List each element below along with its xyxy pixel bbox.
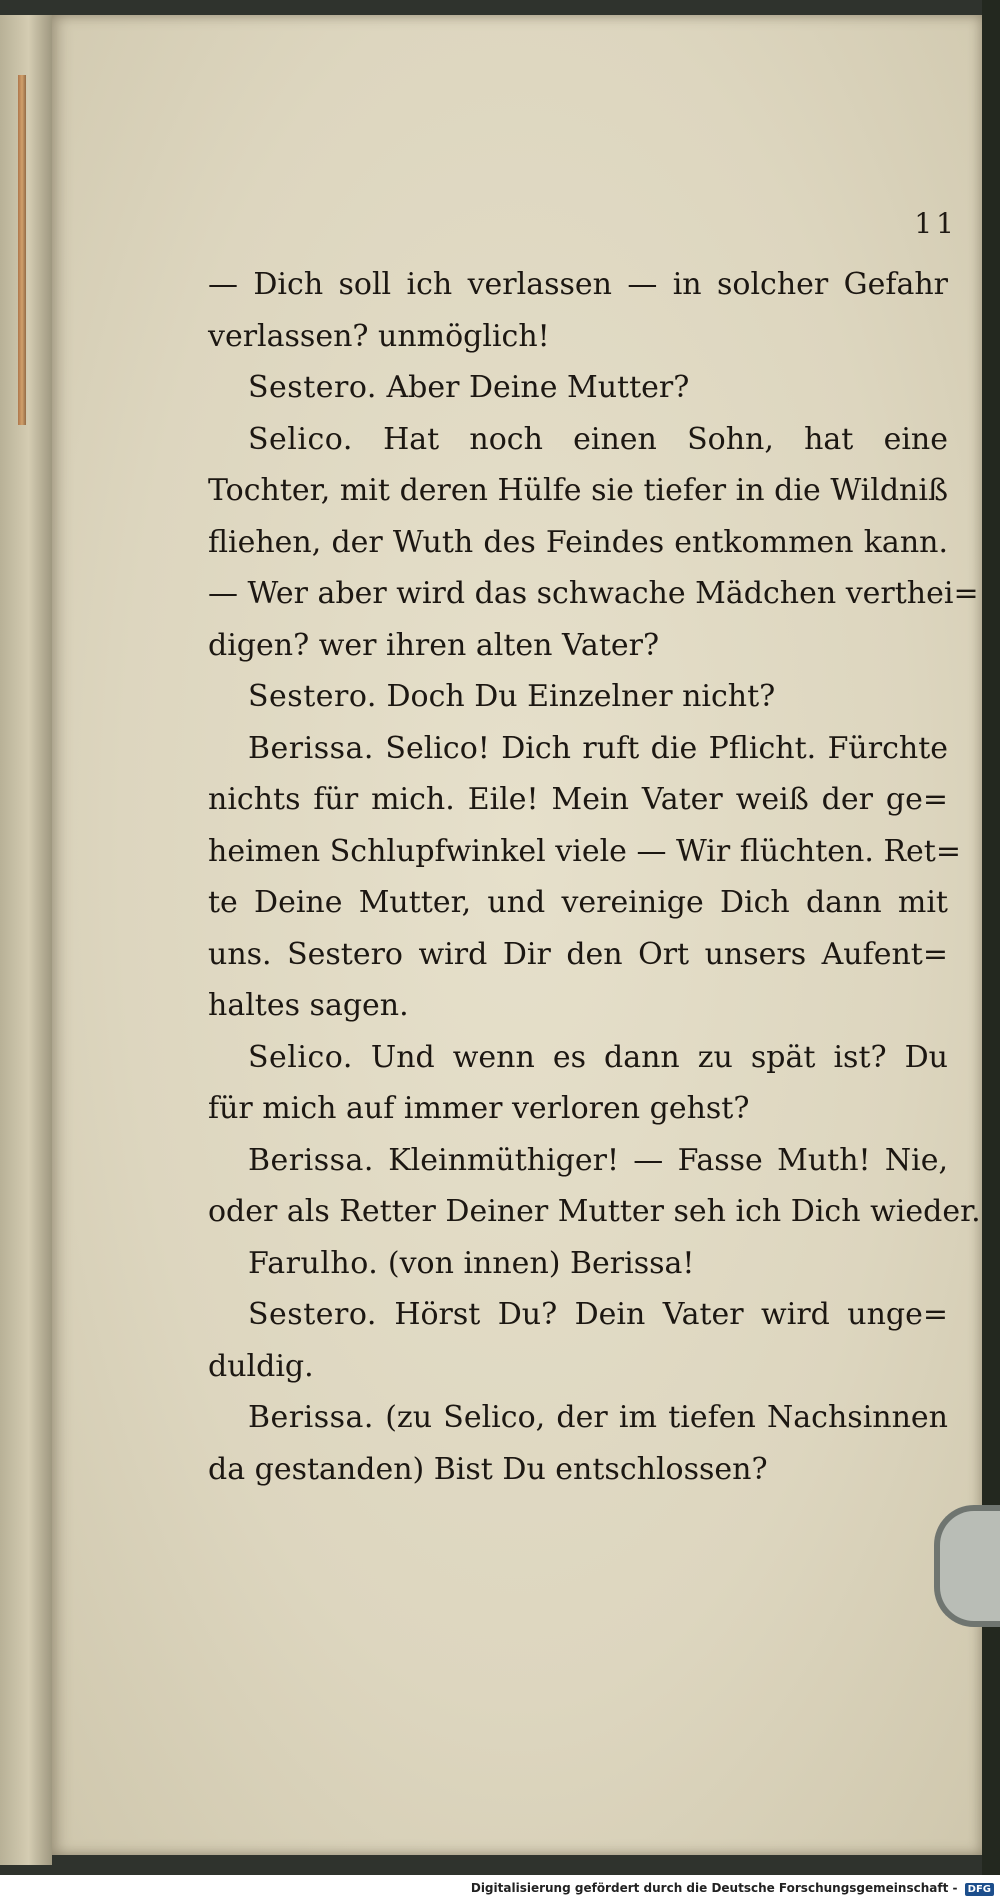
text-line bbox=[208, 1238, 948, 1290]
speaker-name: Farulho. bbox=[248, 1245, 379, 1281]
speaker-name: Selico. bbox=[248, 421, 353, 457]
line-text: uns. Sestero wird Dir den Ort unsers Aufent= bbox=[208, 936, 948, 972]
text-line bbox=[208, 1392, 948, 1444]
line-text: heimen Schlupfwinkel viele — Wir flüchten. Ret= bbox=[208, 833, 961, 869]
binding-strip bbox=[18, 75, 26, 425]
speaker-name: Berissa. bbox=[248, 1400, 374, 1435]
text-line bbox=[208, 1135, 948, 1187]
line-text: Und wenn es dann zu spät ist? Du bbox=[370, 1039, 948, 1075]
text-line bbox=[208, 774, 948, 826]
speaker-name: Sestero. bbox=[248, 1297, 377, 1332]
line-text: digen? wer ihren alten Vater? bbox=[208, 627, 660, 663]
text-line bbox=[208, 362, 948, 414]
text-line bbox=[208, 414, 948, 466]
line-text: (zu Selico, der im tiefen Nachsinnen bbox=[385, 1400, 949, 1435]
line-text: Tochter, mit deren Hülfe sie tiefer in die Wildniß bbox=[208, 473, 948, 508]
line-text: nichts für mich. Eile! Mein Vater weiß der ge= bbox=[208, 782, 948, 817]
speaker-name: Berissa. bbox=[248, 1142, 374, 1178]
text-line bbox=[208, 671, 948, 723]
line-text: fliehen, der Wuth des Feindes entkommen kann. bbox=[208, 524, 948, 560]
line-text: — Dich soll ich verlassen — in solcher Gefahr bbox=[208, 267, 948, 302]
text-line bbox=[208, 1289, 948, 1341]
page-clip bbox=[934, 1505, 1000, 1627]
book-edge-left bbox=[0, 15, 52, 1865]
line-text: duldig. bbox=[208, 1348, 314, 1384]
text-line bbox=[208, 1341, 948, 1393]
text-line bbox=[208, 517, 948, 569]
text-line bbox=[208, 311, 948, 363]
text-line bbox=[208, 877, 948, 929]
text-line bbox=[208, 723, 948, 775]
text-line bbox=[208, 259, 948, 311]
digitization-credit bbox=[471, 1881, 994, 1896]
speaker-name: Selico. bbox=[248, 1039, 353, 1075]
text-line bbox=[208, 1032, 948, 1084]
line-text: Kleinmüthiger! — Fasse Muth! Nie, bbox=[388, 1142, 948, 1178]
page-number: 11 bbox=[914, 207, 958, 240]
line-text: Doch Du Einzelner nicht? bbox=[386, 679, 776, 714]
line-text: Hat noch einen Sohn, hat eine bbox=[383, 421, 948, 457]
line-text: te Deine Mutter, und vereinige Dich dann mit bbox=[208, 885, 948, 920]
credit-text: Digitalisierung gefördert durch die Deutsche Forschungsgemeinschaft - bbox=[470, 1881, 958, 1895]
speaker-name: Sestero. bbox=[248, 679, 377, 714]
line-text: — Wer aber wird das schwache Mädchen verthei= bbox=[208, 576, 979, 611]
text-line bbox=[208, 1444, 948, 1496]
line-text: für mich auf immer verloren gehst? bbox=[208, 1091, 750, 1126]
speaker-name: Berissa. bbox=[248, 730, 374, 766]
text-line bbox=[208, 826, 961, 878]
text-line bbox=[208, 980, 948, 1032]
line-text: verlassen? unmöglich! bbox=[208, 318, 550, 354]
line-text: oder als Retter Deiner Mutter seh ich Dich wieder. bbox=[208, 1194, 981, 1229]
page-text-block bbox=[208, 259, 981, 1495]
line-text: (von innen) Berissa! bbox=[387, 1245, 695, 1281]
line-text: Aber Deine Mutter? bbox=[386, 370, 690, 405]
footer-bar bbox=[0, 1875, 1000, 1899]
line-text: Hörst Du? Dein Vater wird unge= bbox=[394, 1297, 948, 1332]
text-line bbox=[208, 1083, 948, 1135]
text-line bbox=[208, 465, 948, 517]
line-text: da gestanden) Bist Du entschlossen? bbox=[208, 1451, 768, 1487]
text-line bbox=[208, 620, 948, 672]
text-line bbox=[208, 929, 948, 981]
speaker-name: Sestero. bbox=[248, 370, 377, 405]
line-text: haltes sagen. bbox=[208, 988, 409, 1023]
book-page bbox=[52, 15, 982, 1855]
text-line bbox=[208, 568, 979, 620]
dfg-logo-badge: DFG bbox=[965, 1883, 994, 1896]
text-line bbox=[208, 1186, 981, 1238]
line-text: Selico! Dich ruft die Pflicht. Fürchte bbox=[385, 730, 948, 766]
